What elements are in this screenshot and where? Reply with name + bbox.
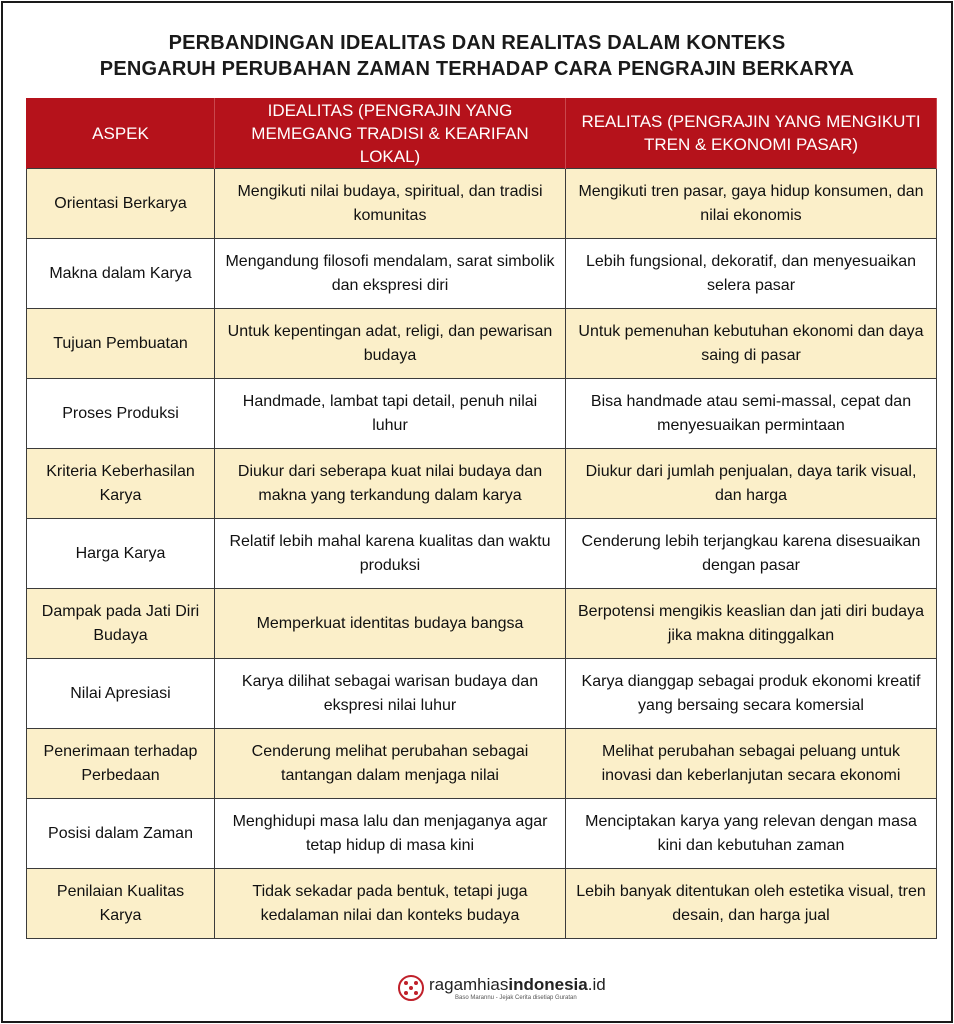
header-aspek: ASPEK — [27, 98, 215, 169]
table-row — [27, 449, 937, 519]
title-line-2: PENGARUH PERUBAHAN ZAMAN TERHADAP CARA PENGRAJIN BERKARYA — [99, 58, 855, 80]
cell-aspek: Penerimaan terhadap Perbedaan — [27, 729, 215, 799]
table-row — [27, 309, 937, 379]
cell-aspek: Harga Karya — [27, 519, 215, 589]
table-row — [27, 869, 937, 939]
brand-tagline: Baso Marannu - Jejak Cerita disetiap Guratan — [455, 994, 577, 1001]
table-row — [27, 519, 937, 589]
comparison-table — [26, 98, 937, 939]
cell-idealitas: Handmade, lambat tapi detail, penuh nilai luhur — [215, 379, 566, 449]
cell-idealitas: Menghidupi masa lalu dan menjaganya agar tetap hidup di masa kini — [215, 799, 566, 869]
cell-idealitas: Mengandung filosofi mendalam, sarat simbolik dan ekspresi diri — [215, 239, 566, 309]
table-row — [27, 799, 937, 869]
brand-bold: indonesia — [508, 974, 588, 994]
cell-idealitas: Relatif lebih mahal karena kualitas dan waktu produksi — [215, 519, 566, 589]
cell-aspek: Kriteria Keberhasilan Karya — [27, 449, 215, 519]
cell-realitas: Lebih banyak ditentukan oleh estetika visual, tren desain, dan harga jual — [566, 869, 937, 939]
cell-realitas: Untuk pemenuhan kebutuhan ekonomi dan daya saing di pasar — [566, 309, 937, 379]
header-realitas: REALITAS (PENGRAJIN YANG MENGIKUTI TREN & EKONOMI PASAR) — [566, 98, 937, 169]
cell-idealitas: Diukur dari seberapa kuat nilai budaya dan makna yang terkandung dalam karya — [215, 449, 566, 519]
brand-name — [429, 975, 606, 994]
cell-aspek: Tujuan Pembuatan — [27, 309, 215, 379]
table-row — [27, 729, 937, 799]
footer-brand — [398, 971, 606, 1005]
cell-aspek: Proses Produksi — [27, 379, 215, 449]
header-idealitas: IDEALITAS (PENGRAJIN YANG MEMEGANG TRADISI & KEARIFAN LOKAL) — [215, 98, 566, 169]
cell-idealitas: Karya dilihat sebagai warisan budaya dan ekspresi nilai luhur — [215, 659, 566, 729]
batik-circle-logo-icon — [398, 975, 424, 1001]
cell-idealitas: Cenderung melihat perubahan sebagai tantangan dalam menjaga nilai — [215, 729, 566, 799]
cell-realitas: Melihat perubahan sebagai peluang untuk inovasi dan keberlanjutan secara ekonomi — [566, 729, 937, 799]
cell-aspek: Orientasi Berkarya — [27, 169, 215, 239]
brand-prefix: ragamhias — [429, 974, 509, 994]
table-header-row — [27, 98, 937, 169]
cell-realitas: Mengikuti tren pasar, gaya hidup konsumen, dan nilai ekonomis — [566, 169, 937, 239]
cell-realitas: Diukur dari jumlah penjualan, daya tarik visual, dan harga — [566, 449, 937, 519]
cell-aspek: Nilai Apresiasi — [27, 659, 215, 729]
table-row — [27, 659, 937, 729]
cell-idealitas: Memperkuat identitas budaya bangsa — [215, 589, 566, 659]
brand-suffix: .id — [587, 974, 606, 994]
title-line-1: PERBANDINGAN IDEALITAS DAN REALITAS DALAM KONTEKS — [168, 32, 786, 54]
cell-aspek: Penilaian Kualitas Karya — [27, 869, 215, 939]
cell-realitas: Berpotensi mengikis keaslian dan jati diri budaya jika makna ditinggalkan — [566, 589, 937, 659]
cell-aspek: Makna dalam Karya — [27, 239, 215, 309]
table-row — [27, 169, 937, 239]
cell-idealitas: Tidak sekadar pada bentuk, tetapi juga kedalaman nilai dan konteks budaya — [215, 869, 566, 939]
table-row — [27, 379, 937, 449]
brand-block — [429, 975, 606, 1002]
cell-realitas: Menciptakan karya yang relevan dengan masa kini dan kebutuhan zaman — [566, 799, 937, 869]
cell-realitas: Cenderung lebih terjangkau karena disesuaikan dengan pasar — [566, 519, 937, 589]
cell-idealitas: Mengikuti nilai budaya, spiritual, dan tradisi komunitas — [215, 169, 566, 239]
page-title — [0, 30, 954, 82]
cell-realitas: Karya dianggap sebagai produk ekonomi kreatif yang bersaing secara komersial — [566, 659, 937, 729]
cell-aspek: Dampak pada Jati Diri Budaya — [27, 589, 215, 659]
cell-idealitas: Untuk kepentingan adat, religi, dan pewarisan budaya — [215, 309, 566, 379]
cell-aspek: Posisi dalam Zaman — [27, 799, 215, 869]
cell-realitas: Bisa handmade atau semi-massal, cepat dan menyesuaikan permintaan — [566, 379, 937, 449]
table-row — [27, 239, 937, 309]
table-row — [27, 589, 937, 659]
cell-realitas: Lebih fungsional, dekoratif, dan menyesuaikan selera pasar — [566, 239, 937, 309]
